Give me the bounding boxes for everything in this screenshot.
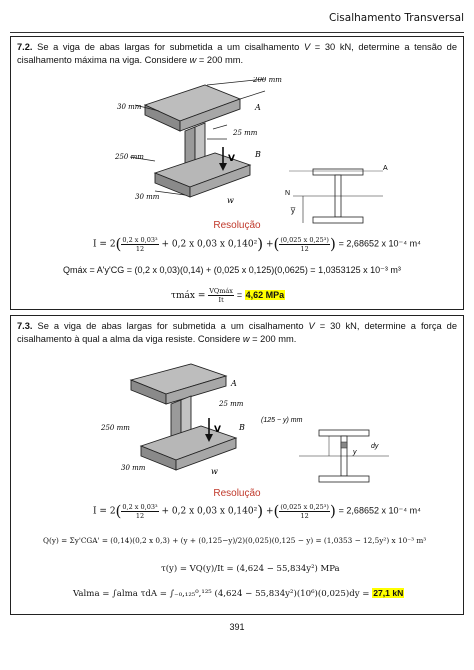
dim-mid-label: 25 mm (219, 400, 244, 408)
header-rule (10, 32, 464, 33)
dim-web-label: 250 mm (115, 153, 144, 161)
dim-top-label: 200 mm (253, 77, 282, 84)
problem-number: 7.3. (17, 321, 33, 331)
answer-highlight: 27,1 kN (373, 588, 404, 598)
problem-number: 7.2. (17, 42, 33, 52)
point-a-label: A (255, 103, 261, 112)
eq-moment-inertia: I = 2( $\frac{\text{0,2 x 0,03³}}{12}$ + 0,2 x 0,03 x 0,140²) +( $\frac{\text{(0,025 x 0,25³)}}{12}$ ) = 2,68652 x 10⁻⁴ m⁴ (93, 502, 421, 520)
problem-7-3-box (10, 315, 464, 615)
eq-first-moment: Q(y) = Σy'CGA' = (0,14)(0,2 x 0,3) + (y + (0,125−y)/2)(0,025)(0,125 − y) = (1,0353 − 12,5y²) x 10⁻³ m³ (43, 536, 427, 545)
resolution-heading: Resolução (213, 488, 261, 499)
eq-moment-inertia: I = 2( $\frac{\text{0,2 x 0,03³}}{12}$ + 0,2 x 0,03 x 0,140²) +( $\frac{\text{(0,025 x 0,25³)}}{12}$ ) = 2,68652 x 10⁻⁴ m⁴ (93, 235, 421, 253)
section-a-label: A (383, 165, 388, 172)
shear-v-label: V (214, 425, 221, 435)
y-distance-label: (125 − y) mm (261, 417, 303, 424)
point-a-label: A (231, 379, 237, 388)
neutral-axis-label: N (285, 190, 291, 197)
beam-3d-figure-2 (101, 358, 261, 476)
beam-3d-figure (115, 77, 285, 207)
point-b-label: B (239, 423, 245, 432)
w-label: w (211, 467, 218, 476)
header-title: Cisalhamento Transversal (329, 12, 464, 24)
page-number: 391 (229, 622, 245, 632)
y-label: y (353, 449, 357, 456)
dim-mid-label: 25 mm (233, 129, 258, 137)
problem-7-2-statement: 7.2. Se a viga de abas largas for submetida a um cisalhamento V = 30 kN, determine a tensão de cisalhamento máxima na viga. Considere w = 200 mm. (17, 42, 458, 65)
shear-v-label: V (228, 154, 235, 164)
cross-section-figure-2 (259, 408, 399, 488)
problem-7-3-statement: 7.3. Se a viga de abas largas for submetida a um cisalhamento V = 30 kN, determine a força de cisalhamento à qual a alma da viga resiste. Considere w = 200 mm. (17, 321, 457, 344)
w-label: w (227, 196, 234, 205)
running-header (0, 4, 464, 26)
eq-shear-stress: τ(y) = VQ(y)/It = (4,624 − 55,834y²) MPa (161, 564, 340, 574)
dim-left-label: 30 mm (117, 103, 142, 111)
dy-label: dy (371, 443, 379, 450)
dim-bot-label: 30 mm (121, 464, 146, 472)
dim-web-label: 250 mm (101, 424, 130, 432)
point-b-label: B (255, 150, 261, 159)
ybar-label: y̅ (291, 206, 295, 215)
dim-bot-label: 30 mm (135, 193, 160, 201)
eq-shear-stress: τmáx = $\frac{\text{VQmáx}}{It}$ = 4,62 MPa (171, 287, 285, 304)
problem-7-2-box (10, 36, 464, 310)
answer-highlight: 4,62 MPa (245, 290, 285, 300)
cross-section-figure (283, 141, 393, 231)
eq-first-moment: Qmáx = A'y'CG = (0,2 x 0,03)(0,14) + (0,025 x 0,125)(0,0625) = 1,0353125 x 10⁻³ m³ (63, 265, 401, 275)
resolution-heading: Resolução (213, 220, 261, 231)
eq-web-force: Valma = ∫alma τdA = ∫₋₀,₁₂₅⁰,¹²⁵ (4,624 − 55,834y²)(10⁶)(0,025)dy = 27,1 kN (73, 588, 404, 599)
